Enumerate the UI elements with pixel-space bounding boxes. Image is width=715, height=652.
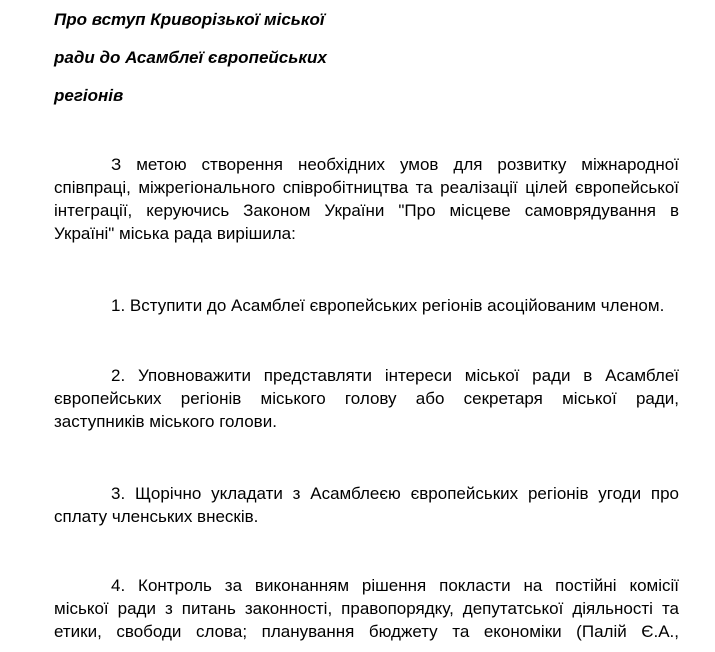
preamble-line: інтеграції, керуючись Законом України "Про місцеве самоврядування в: [54, 201, 679, 220]
item-4-paragraph: [54, 574, 679, 643]
item-4-line: етики, свободи слова; планування бюджету та економіки (Палій Є.А.,: [54, 622, 679, 641]
item-3-line: сплату членських внесків.: [54, 507, 259, 526]
preamble-line: Україні" міська рада вирішила:: [54, 224, 296, 243]
item-3-paragraph: [54, 482, 679, 528]
preamble-line: З метою створення необхідних умов для розвитку міжнародної: [111, 155, 679, 174]
item-2-paragraph: [54, 364, 679, 433]
document-title-line-2: ради до Асамблеї європейських: [54, 48, 327, 67]
item-3-line: 3. Щорічно укладати з Асамблеєю європейських регіонів угоди про: [111, 484, 679, 503]
item-4-line: міської ради з питань законності, правопорядку, депутатської діяльності та: [54, 599, 679, 618]
item-2-line: 2. Уповноважити представляти інтереси міської ради в Асамблеї: [111, 366, 679, 385]
item-4-line: 4. Контроль за виконанням рішення покласти на постійні комісії: [111, 576, 679, 595]
item-2-line: заступників міського голови.: [54, 412, 277, 431]
document-title-line-3: регіонів: [54, 86, 124, 105]
item-1-line: 1. Вступити до Асамблеї європейських регіонів асоційованим членом.: [111, 296, 665, 315]
preamble-paragraph: [54, 153, 679, 245]
item-1-paragraph: [54, 294, 679, 317]
preamble-line: співпраці, міжрегіонального співробітництва та реалізації цілей європейської: [54, 178, 679, 197]
document-title-line-1: Про вступ Криворізької міської: [54, 10, 325, 29]
item-2-line: європейських регіонів міського голову або секретаря міської ради,: [54, 389, 679, 408]
